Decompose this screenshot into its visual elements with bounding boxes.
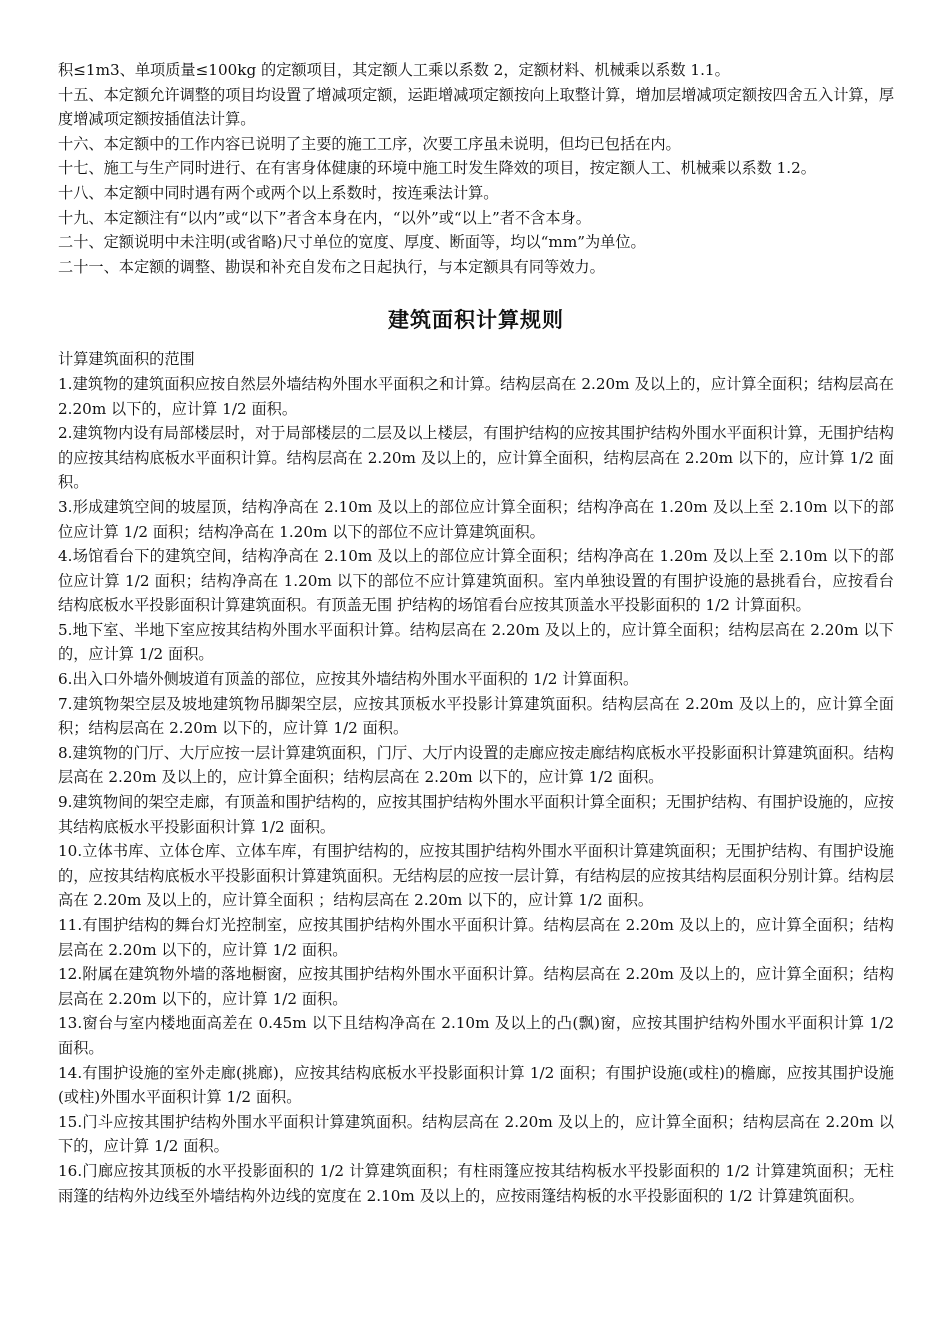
intro-paragraph: 二十、定额说明中未注明(或省略)尺寸单位的宽度、厚度、断面等，均以“mm”为单位。: [58, 233, 646, 252]
intro-paragraph: 十六、本定额中的工作内容已说明了主要的施工工序，次要工序虽未说明，但均已包括在内。: [58, 134, 681, 153]
intro-paragraph: 十九、本定额注有“以内”或“以下”者含本身在内，“以外”或“以上”者不含本身。: [58, 208, 591, 227]
intro-paragraph: 积≤1m3、单项质量≤100kg 的定额项目，其定额人工乘以系数 2，定额材料、机械乘以系数 1.1。: [58, 61, 730, 79]
rule-paragraph: 2.建筑物内设有局部楼层时，对于局部楼层的二层及以上楼层，有围护结构的应按其围护结构外围水平面积计算，无围护结构的应按其结构底板水平面积计算。结构层高在 2.20m 及以上的，应计算全面积，结构层高在 2.20m 以下的，应计算 1/2 面积。: [58, 424, 894, 492]
document-page: [58, 58, 894, 1208]
rule-paragraph: 13.窗台与室内楼地面高差在 0.45m 以下且结构净高在 2.10m 及以上的凸(飘)窗，应按其围护结构外围水平面积计算 1/2 面积。: [58, 1014, 894, 1057]
rule-paragraph: 11.有围护结构的舞台灯光控制室，应按其围护结构外围水平面积计算。结构层高在 2.20m 及以上的，应计算全面积；结构层高在 2.20m 以下的，应计算 1/2 面积。: [58, 916, 894, 959]
intro-paragraph: 十五、本定额允许调整的项目均设置了增减项定额，运距增减项定额按向上取整计算，增加层增减项定额按四舍五入计算，厚度增减项定额按插值法计算。: [58, 85, 894, 129]
intro-paragraph: 十八、本定额中同时遇有两个或两个以上系数时，按连乘法计算。: [58, 183, 499, 202]
rule-paragraph: 9.建筑物间的架空走廊，有顶盖和围护结构的，应按其围护结构外围水平面积计算全面积；无围护结构、有围护设施的，应按其结构底板水平投影面积计算 1/2 面积。: [58, 793, 894, 836]
rule-paragraph: 7.建筑物架空层及坡地建筑物吊脚架空层，应按其顶板水平投影计算建筑面积。结构层高在 2.20m 及以上的，应计算全面积；结构层高在 2.20m 以下的，应计算 1/2 面积。: [58, 694, 894, 738]
rule-paragraph: 6.出入口外墙外侧坡道有顶盖的部位，应按其外墙结构外围水平面积的 1/2 计算面积。: [58, 670, 639, 689]
rule-paragraph: 3.形成建筑空间的坡屋顶，结构净高在 2.10m 及以上的部位应计算全面积；结构净高在 1.20m 及以上至 2.10m 以下的部位应计算 1/2 面积；结构净高在 1.20m 以下的部位不应计算建筑面积。: [58, 497, 894, 541]
rule-paragraph: 4.场馆看台下的建筑空间，结构净高在 2.10m 及以上的部位应计算全面积；结构净高在 1.20m 及以上至 2.10m 以下的部位应计算 1/2 面积；结构净高在 1.20m 以下的部位不应计算建筑面积。室内单独设置的有围护设施的悬挑看台，应按看台结构底板水平投影面积计算建筑面积。有顶盖无围 护结构的场馆看台应按其顶盖水平投影面积的 1/2 计算面积。: [58, 547, 894, 615]
rule-paragraph: 8.建筑物的门厅、大厅应按一层计算建筑面积，门厅、大厅内设置的走廊应按走廊结构底板水平投影面积计算建筑面积。结构层高在 2.20m 及以上的，应计算全面积；结构层高在 2.20m 以下的，应计算 1/2 面积。: [58, 743, 894, 787]
section-subheading: 计算建筑面积的范围: [58, 350, 195, 369]
rule-paragraph: 10.立体书库、立体仓库、立体车库，有围护结构的，应按其围护结构外围水平面积计算建筑面积；无围护结构、有围护设施的，应按其结构底板水平投影面积计算建筑面积。无结构层的应按一层计算，有结构层的应按其结构层面积分别计算。结构层高在 2.20m 及以上的，应计算全面积 ；结构层高在 2.20m 以下的，应计算 1/2 面积。: [58, 842, 894, 910]
rule-paragraph: 16.门廊应按其顶板的水平投影面积的 1/2 计算建筑面积；有柱雨篷应按其结构板水平投影面积的 1/2 计算建筑面积；无柱雨篷的结构外边线至外墙结构外边线的宽度在 2.10m 及以上的，应按雨篷结构板的水平投影面积的 1/2 计算建筑面积。: [58, 1161, 894, 1205]
rule-paragraph: 14.有围护设施的室外走廊(挑廊)，应按其结构底板水平投影面积计算 1/2 面积；有围护设施(或柱)的檐廊，应按其围护设施(或柱)外围水平面积计算 1/2 面积。: [58, 1063, 894, 1107]
section-title: 建筑面积计算规则: [388, 307, 564, 333]
rule-paragraph: 5.地下室、半地下室应按其结构外围水平面积计算。结构层高在 2.20m 及以上的，应计算全面积；结构层高在 2.20m 以下的，应计算 1/2 面积。: [58, 620, 894, 664]
intro-paragraph: 十七、施工与生产同时进行、在有害身体健康的环境中施工时发生降效的项目，按定额人工、机械乘以系数 1.2。: [58, 159, 816, 178]
rule-paragraph: 12.附属在建筑物外墙的落地橱窗，应按其围护结构外围水平面积计算。结构层高在 2.20m 及以上的，应计算全面积；结构层高在 2.20m 以下的，应计算 1/2 面积。: [58, 965, 894, 1008]
rule-paragraph: 15.门斗应按其围护结构外围水平面积计算建筑面积。结构层高在 2.20m 及以上的，应计算全面积；结构层高在 2.20m 以下的，应计算 1/2 面积。: [58, 1112, 894, 1156]
intro-paragraph: 二十一、本定额的调整、勘误和补充自发布之日起执行，与本定额具有同等效力。: [58, 257, 605, 276]
rule-paragraph: 1.建筑物的建筑面积应按自然层外墙结构外围水平面积之和计算。结构层高在 2.20m 及以上的，应计算全面积；结构层高在 2.20m 以下的，应计算 1/2 面积。: [58, 374, 894, 418]
